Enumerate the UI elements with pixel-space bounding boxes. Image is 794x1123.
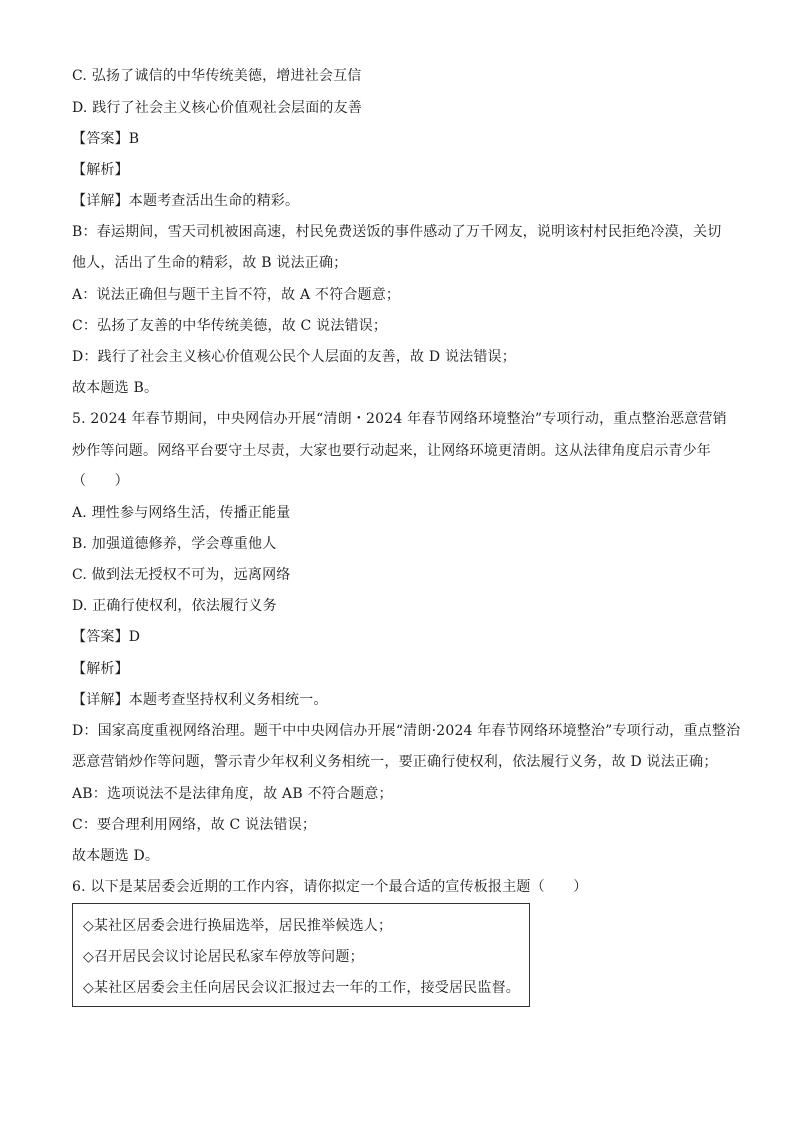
detail-heading: 【详解】本题考查活出生命的精彩。 xyxy=(72,193,300,209)
work-content-box xyxy=(72,903,530,1007)
explanation-line: C：弘扬了友善的中华传统美德，故 C 说法错误； xyxy=(72,318,388,334)
option-c: C. 弘扬了诚信的中华传统美德，增进社会互信 xyxy=(72,68,362,84)
detail-heading: 【详解】本题考查坚持权利义务相统一。 xyxy=(72,692,328,708)
answer-label: 【答案】D xyxy=(72,629,141,645)
conclusion-line: 故本题选 B。 xyxy=(72,380,159,396)
answer-blank: （ ） xyxy=(72,473,129,489)
option-c: C. 做到法无授权不可为，远离网络 xyxy=(72,567,291,583)
box-item: ◇某社区居委会主任向居民会议汇报过去一年的工作，接受居民监督。 xyxy=(83,980,520,996)
question-6-stem: 6. 以下是某居委会近期的工作内容，请你拟定一个最合适的宣传板报主题（ ） xyxy=(72,879,588,895)
analysis-label: 【解析】 xyxy=(72,661,129,677)
explanation-line: AB：选项说法不是法律角度，故 AB 不符合题意； xyxy=(72,786,393,802)
explanation-line: B：春运期间，雪天司机被困高速，村民免费送饭的事件感动了万千网友，说明该村村民拒绝冷漠，关切 xyxy=(72,224,722,240)
option-a: A. 理性参与网络生活，传播正能量 xyxy=(72,505,291,521)
answer-label: 【答案】B xyxy=(72,131,140,147)
option-d: D. 践行了社会主义核心价值观社会层面的友善 xyxy=(72,100,363,116)
conclusion-line: 故本题选 D。 xyxy=(72,848,160,864)
option-d: D. 正确行使权利，依法履行义务 xyxy=(72,598,277,614)
box-item: ◇召开居民会议讨论居民私家车停放等问题； xyxy=(83,949,364,965)
explanation-line: C：要合理利用网络，故 C 说法错误； xyxy=(72,817,317,833)
question-5-stem: 炒作等问题。网络平台要守土尽责，大家也要行动起来，让网络环境更清朗。这从法律角度启示青少年 xyxy=(72,443,711,459)
question-5-stem: 5. 2024 年春节期间，中央网信办开展“清朗・2024 年春节网络环境整治”专项行动，重点整治恶意营销 xyxy=(72,411,727,427)
option-b: B. 加强道德修养，学会尊重他人 xyxy=(72,536,277,552)
explanation-line: 他人，活出了生命的精彩，故 B 说法正确； xyxy=(72,255,348,271)
explanation-line: 恶意营销炒作等问题，警示青少年权利义务相统一，要正确行使权利，依法履行义务，故 D 说法正确； xyxy=(72,754,718,770)
box-item: ◇某社区居委会进行换届选举，居民推举候选人； xyxy=(83,918,393,934)
explanation-line: D：践行了社会主义核心价值观公民个人层面的友善，故 D 说法错误； xyxy=(72,349,516,365)
explanation-line: D：国家高度重视网络治理。题干中中央网信办开展“清朗·2024 年春节网络环境整治”专项行动，重点整治 xyxy=(72,723,741,739)
analysis-label: 【解析】 xyxy=(72,162,129,178)
explanation-line: A：说法正确但与题干主旨不符，故 A 不符合题意； xyxy=(72,287,401,303)
